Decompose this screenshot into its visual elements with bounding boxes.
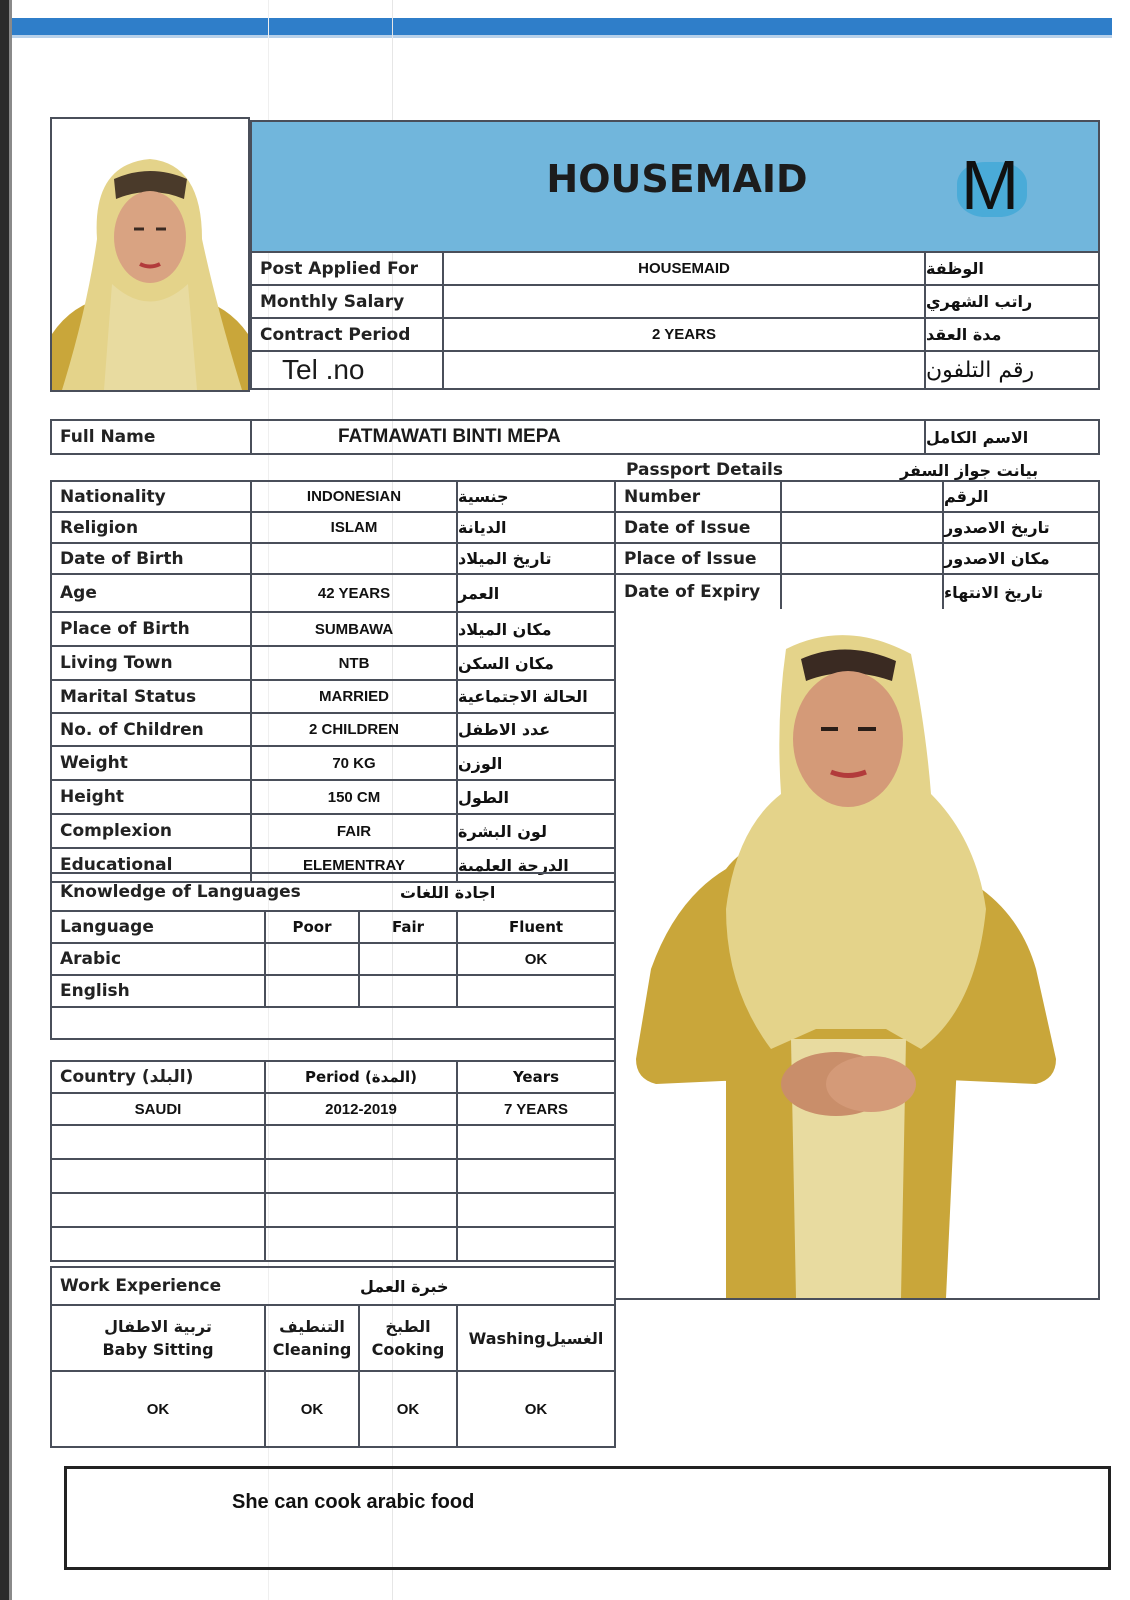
passport-issue-place-label: Place of Issue [614,542,782,575]
exp-empty-cell [50,1158,266,1194]
passport-photo-image [52,119,248,390]
personal-value: 2 CHILDREN [250,712,458,747]
exp-empty-cell [50,1226,266,1262]
exp-empty-cell [456,1124,616,1160]
post-label: Post Applied For [250,251,444,286]
personal-value: FAIR [250,813,458,849]
passport-expiry-value [780,573,944,611]
personal-ar: تاريخ الميلاد [456,542,616,575]
contract-ar: مدة العقد [924,317,1100,352]
scan-edge-shadow [9,0,12,1600]
personal-ar: لون البشرة [456,813,616,849]
personal-ar: جنسية [456,480,616,513]
lang-col-language: Language [50,910,266,944]
personal-ar: مكان الميلاد [456,611,616,647]
work-heading-ar: خبرة العمل [360,1276,449,1296]
top-blue-bar [12,18,1112,35]
exp-empty-cell [50,1192,266,1228]
skill-label-ar: الغسيل [545,1328,604,1348]
personal-label: Nationality [50,480,252,513]
header-title: HOUSEMAID [546,157,808,201]
skill-label-ar: الطبخ [385,1317,431,1336]
personal-value: MARRIED [250,679,458,714]
personal-label: Complexion [50,813,252,849]
skill-label-en: Baby Sitting [102,1340,214,1359]
passport-heading: Passport Details [626,460,784,480]
top-blue-bar-shadow [12,35,1112,38]
personal-ar: الدرجة العلمية [456,847,616,883]
skill-label-ar: التنطيف [279,1317,345,1336]
exp-empty-cell [264,1158,458,1194]
exp-empty-cell [50,1124,266,1160]
skill-label-en: Cooking [371,1340,445,1359]
languages-heading-ar: اجادة اللغات [400,882,496,902]
personal-value: 150 CM [250,779,458,815]
skill-value: OK [50,1370,266,1448]
lang-row-name: Arabic [50,942,266,976]
tel-ar: رقم التلفون [924,350,1100,390]
skill-label-en: Cleaning [272,1340,352,1359]
exp-col-period: Period (المدة) [264,1060,458,1094]
exp-empty-cell [264,1226,458,1262]
personal-value: 70 KG [250,745,458,781]
personal-ar: الوزن [456,745,616,781]
exp-col-country: Country (البلد) [50,1060,266,1094]
work-heading: Work Experience [60,1276,222,1296]
passport-number-value [780,480,944,513]
exp-col-years: Years [456,1060,616,1094]
personal-value [250,542,458,575]
exp-empty-cell [456,1226,616,1262]
personal-label: Educational [50,847,252,883]
full-name-label: Full Name [50,419,252,455]
exp-empty-cell [456,1192,616,1228]
personal-ar: عدد الاطفل [456,712,616,747]
personal-label: Date of Birth [50,542,252,575]
lang-row-poor [264,942,360,976]
personal-ar: الحالة الاجتماعية [456,679,616,714]
skill-value: OK [264,1370,360,1448]
personal-ar: العمر [456,573,616,613]
exp-row-years: 7 YEARS [456,1092,616,1126]
exp-empty-cell [264,1192,458,1228]
personal-value: ELEMENTRAY [250,847,458,883]
skill-value: OK [358,1370,458,1448]
full-name-value: FATMAWATI BINTI MEPA [250,419,926,455]
personal-value: INDONESIAN [250,480,458,513]
skill-header [358,1304,458,1372]
personal-ar: الطول [456,779,616,815]
post-ar: الوظفة [924,251,1100,286]
lang-row-fluent [456,974,616,1008]
contract-value: 2 YEARS [442,317,926,352]
lang-col-fair: Fair [358,910,458,944]
personal-label: Age [50,573,252,613]
scan-edge [0,0,9,1600]
lang-row-name: English [50,974,266,1008]
skill-header [264,1304,360,1372]
personal-value: ISLAM [250,511,458,544]
passport-issue-place-ar: مكان الاصدور [942,542,1100,575]
personal-value: 42 YEARS [250,573,458,613]
tel-label: Tel .no [250,350,444,390]
full-name-ar: الاسم الكامل [924,419,1100,455]
contract-label: Contract Period [250,317,444,352]
lang-row-fluent: OK [456,942,616,976]
post-value: HOUSEMAID [442,251,926,286]
salary-label: Monthly Salary [250,284,444,319]
personal-label: Height [50,779,252,815]
skill-value: OK [456,1370,616,1448]
exp-row-country: SAUDI [50,1092,266,1126]
remarks-text: She can cook arabic food [232,1491,475,1513]
salary-ar: راتب الشهري [924,284,1100,319]
personal-value: SUMBAWA [250,611,458,647]
passport-number-label: Number [614,480,782,513]
lang-row-poor [264,974,360,1008]
passport-photo [50,117,250,392]
full-body-photo [614,609,1100,1300]
personal-label: Living Town [50,645,252,681]
passport-issue-place-value [780,542,944,575]
passport-issue-date-label: Date of Issue [614,511,782,544]
skill-label-ar: تربية الاطفال [104,1317,212,1336]
passport-heading-ar: بيانت جواز السفر [900,460,1039,480]
passport-number-ar: الرقم [942,480,1100,513]
personal-ar: الديانة [456,511,616,544]
languages-heading: Knowledge of Languages [60,882,301,902]
salary-value [442,284,926,319]
personal-label: No. of Children [50,712,252,747]
skill-header [50,1304,266,1372]
lang-row-fair [358,974,458,1008]
exp-empty-cell [456,1158,616,1194]
exp-empty-cell [264,1124,458,1160]
lang-row-fair [358,942,458,976]
personal-label: Place of Birth [50,611,252,647]
personal-label: Religion [50,511,252,544]
tel-value [442,350,926,390]
skill-label-en: Washing [468,1328,546,1348]
passport-issue-date-ar: تاريخ الاصدور [942,511,1100,544]
skill-header [456,1304,616,1372]
header-banner [250,120,1100,253]
passport-issue-date-value [780,511,944,544]
header-code: M [960,146,1020,224]
personal-value: NTB [250,645,458,681]
full-body-photo-image [616,609,1098,1298]
passport-expiry-label: Date of Expiry [614,573,782,611]
personal-label: Weight [50,745,252,781]
lang-spacer-row [50,1006,616,1040]
exp-row-period: 2012-2019 [264,1092,458,1126]
lang-col-fluent: Fluent [456,910,616,944]
remarks-box [64,1466,1111,1570]
lang-col-poor: Poor [264,910,360,944]
personal-label: Marital Status [50,679,252,714]
passport-expiry-ar: تاريخ الانتهاء [942,573,1100,611]
personal-ar: مكان السكن [456,645,616,681]
